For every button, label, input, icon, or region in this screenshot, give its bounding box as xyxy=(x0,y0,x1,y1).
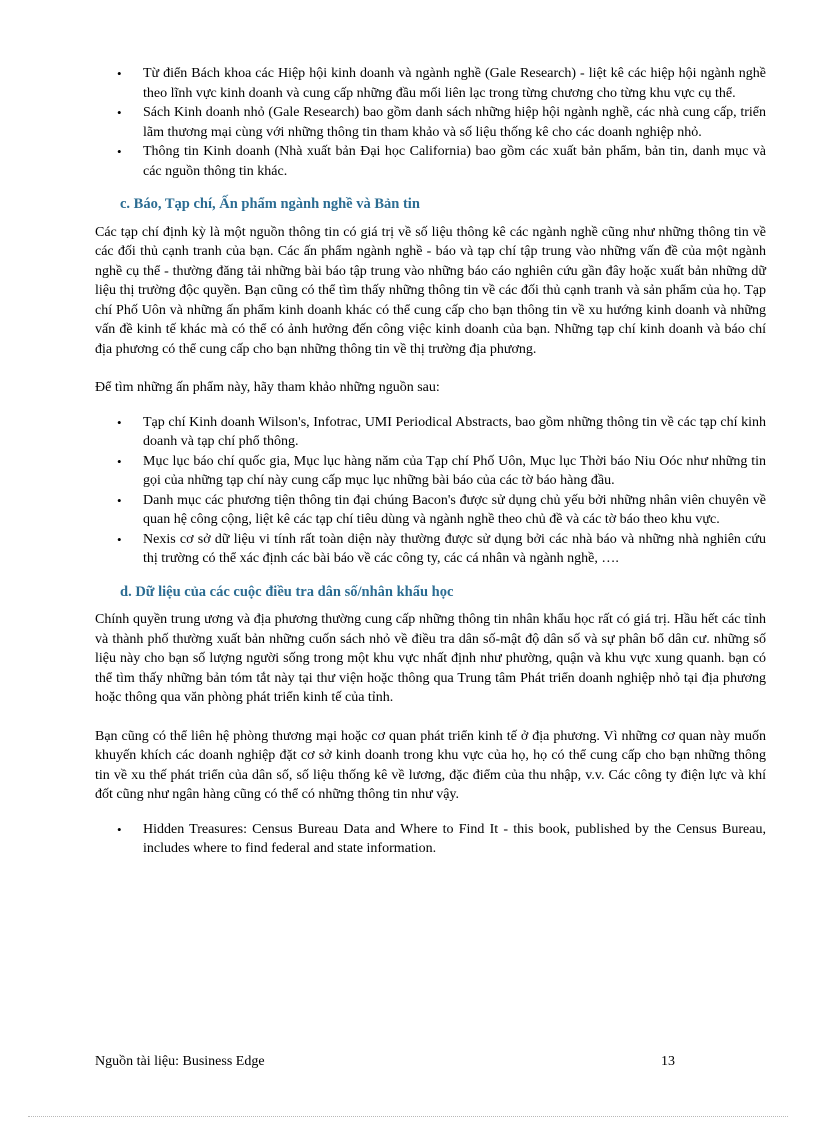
list-item xyxy=(95,64,766,103)
list-item-text: Sách Kinh doanh nhỏ (Gale Research) bao gồm danh sách những hiệp hội ngành nghề, các nhà cung cấp, triển lãm thương mại cùng với những thông tin tham khảo và số liệu thống kê cho các doanh nghiệp nhỏ. xyxy=(143,105,766,140)
page-footer xyxy=(95,1054,675,1070)
paragraph: Các tạp chí định kỳ là một nguồn thông tin có giá trị về số liệu thông kê các ngành nghề cũng như những thông tin về các đối thủ cạnh tranh của bạn. Các ấn phẩm ngành nghề - báo và tạp chí tập trung vào những vấn đề của một ngành nghề cụ thể - thường đăng tải những bài báo tập trung vào những báo cáo nghiên cứu gần đây hoặc xuất bản những dữ liệu thị trường độc quyền. Bạn cũng có thể tìm thấy những thông tin về các đối thủ cạnh tranh và sản phẩm của họ. Tạp chí Phố Uôn và những ấn phẩm kinh doanh khác có thể cung cấp cho bạn thông tin về xu hướng kinh doanh và những vấn đề kinh tế khác mà có thể có ảnh hưởng đến công việc kinh doanh của bạn. Những tạp chí kinh doanh và báo chí địa phương có thể cung cấp cho bạn những thông tin về thị trường địa phương. xyxy=(95,224,766,357)
bullet-icon: • xyxy=(117,105,122,120)
page-break-divider xyxy=(28,1116,788,1117)
list-item-text: Hidden Treasures: Census Bureau Data and Where to Find It - this book, published by the Census Bureau, includes where to find federal and state information. xyxy=(143,821,766,856)
list-item xyxy=(95,103,766,142)
bullet-icon: • xyxy=(117,144,122,159)
page-number: 13 xyxy=(661,1054,675,1069)
list-item xyxy=(95,142,766,181)
bullet-list-census xyxy=(95,820,766,859)
section-heading-c: c. Báo, Tạp chí, Ấn phẩm ngành nghề và Bản tin xyxy=(120,196,420,212)
paragraph: Bạn cũng có thể liên hệ phòng thương mại hoặc cơ quan phát triển kinh tế ở địa phương. Vì những cơ quan này muốn khuyến khích các doanh nghiệp đặt cơ sở kinh doanh trong khu vực của họ, họ có thể cung cấp cho bạn những thông tin về xu thế phát triển của dân số, số liệu thống kê về lương, đặc điểm của thu nhập, v.v. Các công ty điện lực và khí đốt cũng như ngân hàng cũng có thể có những thông tin như vậy. xyxy=(95,728,766,802)
spacer xyxy=(95,398,766,413)
spacer xyxy=(95,359,766,378)
list-item-text: Danh mục các phương tiện thông tin đại chúng Bacon's được sử dụng chủ yếu bởi những nhân viên chuyên về quan hệ công cộng, liệt kê các tạp chí tiêu dùng và ngành nghề theo chủ đề và các tờ báo theo khu vực. xyxy=(143,492,766,527)
list-item xyxy=(95,820,766,859)
list-item-text: Mục lục báo chí quốc gia, Mục lục hàng năm của Tạp chí Phố Uôn, Mục lục Thời báo Niu Oóc như những tin gọi của những tạp chí này cung cấp mục lục những bài báo của các tờ báo hàng đầu. xyxy=(143,453,766,488)
paragraph: Để tìm những ấn phẩm này, hãy tham khảo những nguồn sau: xyxy=(95,380,440,395)
bullet-icon: • xyxy=(117,453,122,469)
list-item-text: Thông tin Kinh doanh (Nhà xuất bản Đại học California) bao gồm các xuất bản phẩm, bản tin, danh mục và các nguồn thông tin khác. xyxy=(143,144,766,179)
list-item-text: Nexis cơ sở dữ liệu vi tính rất toàn diện này thường được sử dụng bởi các nhà báo và những nhà nghiên cứu thị trường có thể xác định các bài báo về các công ty, các cá nhân và ngành nghề, …. xyxy=(143,531,766,566)
bullet-icon: • xyxy=(117,821,122,837)
list-item xyxy=(95,413,766,452)
bullet-icon: • xyxy=(117,531,122,547)
page-content xyxy=(95,64,766,859)
list-item xyxy=(95,452,766,491)
bullet-list-references xyxy=(95,64,766,181)
bullet-icon: • xyxy=(117,66,122,81)
bullet-list-sources xyxy=(95,413,766,569)
list-item-text: Tạp chí Kinh doanh Wilson's, Infotrac, UMI Periodical Abstracts, bao gồm những thông tin về các tạp chí kinh doanh và tạp chí phổ thông. xyxy=(143,414,766,449)
footer-source: Nguồn tài liệu: Business Edge xyxy=(95,1054,265,1069)
section-heading-d: d. Dữ liệu của các cuộc điều tra dân số/nhân khẩu học xyxy=(120,583,454,600)
list-item xyxy=(95,530,766,569)
list-item-text: Từ điển Bách khoa các Hiệp hội kinh doanh và ngành nghề (Gale Research) - liệt kê các hiệp hội ngành nghề theo lĩnh vực kinh doanh và cung cấp những đầu mối liên lạc trong từng chương cho từng khu vực cụ thể. xyxy=(143,66,766,101)
paragraph: Chính quyền trung ương và địa phương thường cung cấp những thông tin nhân khẩu học rất có giá trị. Hầu hết các tỉnh và thành phố thường xuất bản những cuốn sách nhỏ về điều tra dân số-mật độ dân số và sự phân bổ dân cư. những số liệu này cho bạn số lượng người sống trong một khu vực nhất định như phường, quận và khu vực xung quanh. bạn có thể tìm thấy những bản tóm tắt này tại thư viện hoặc thông qua Trung tâm Phát triển doanh nghiệp nhỏ tại địa phương hoặc thông qua văn phòng phát triển kinh tế của tỉnh. xyxy=(95,612,766,705)
bullet-icon: • xyxy=(117,492,122,508)
spacer xyxy=(95,805,766,820)
spacer xyxy=(95,708,766,727)
bullet-icon: • xyxy=(117,414,122,430)
list-item xyxy=(95,491,766,530)
